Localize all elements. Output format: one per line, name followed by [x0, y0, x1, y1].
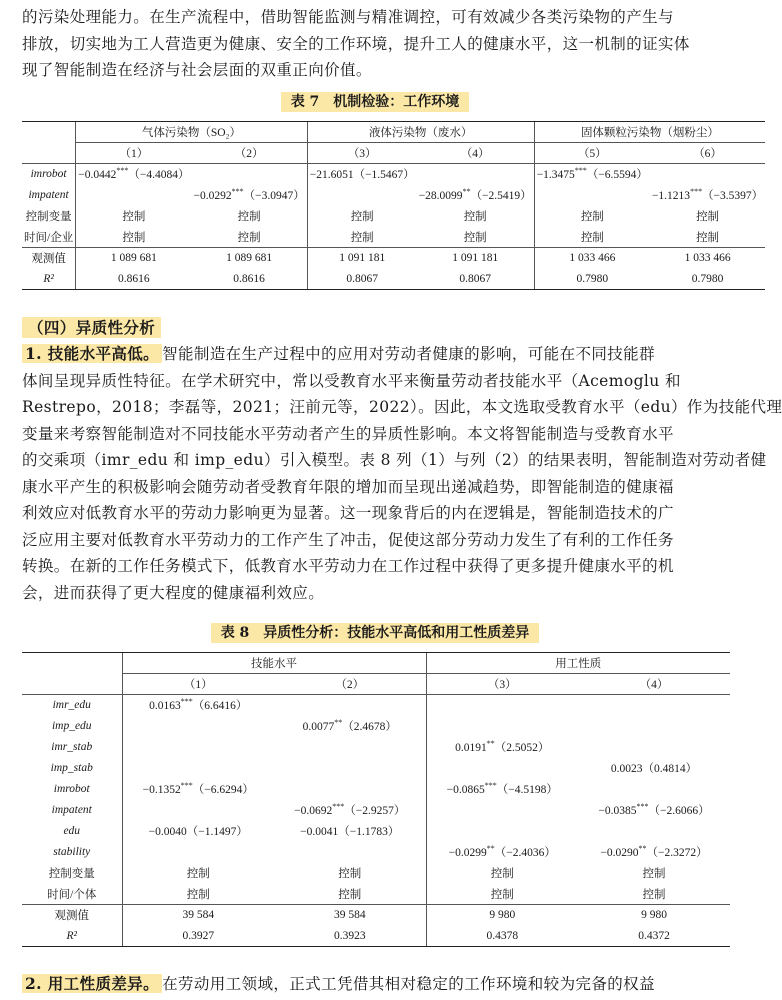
text-line [22, 368, 730, 395]
text-line-content: 泛应用主要对低教育水平劳动力的工作产生了冲击，促使这部分劳动力发生了有利的工作任务 [22, 530, 674, 549]
skill-label: 1. 技能水平高低。 [22, 344, 162, 363]
table-row [22, 863, 730, 884]
text-line [22, 57, 730, 84]
table-cell: 控制 [76, 227, 192, 248]
table-cell: 0.4378 [426, 926, 578, 947]
table-row [22, 185, 765, 206]
table7-title: 表 7 机制检验：工作环境 [0, 91, 750, 111]
row-label: imr_edu [22, 695, 122, 716]
column-header: （6） [650, 143, 765, 164]
text-line [22, 31, 730, 58]
table-row [22, 758, 730, 779]
section4-heading-line [22, 315, 730, 342]
column-header: （1） [76, 143, 192, 164]
text-line-content: 智能制造在生产过程中的应用对劳动者健康的影响，可能在不同技能群 [162, 345, 655, 363]
table-cell: 控制 [463, 211, 487, 223]
table-cell: 控制 [426, 863, 578, 884]
table-cell: 控制 [696, 231, 720, 244]
column-header: （2） [274, 674, 426, 695]
table-cell: 控制 [696, 211, 720, 223]
table-cell [578, 737, 730, 758]
skill-paragraph [22, 341, 782, 606]
text-line-content: 的污染处理能力。在生产流程中，借助智能监测与精准调控，可有效减少各类污染物的产生与 [22, 8, 674, 26]
table-cell [274, 695, 426, 716]
table-row [22, 164, 765, 185]
table-cell: 0.4372 [578, 926, 730, 947]
table-cell: 0.3927 [122, 926, 274, 947]
employment-paragraph [22, 971, 730, 998]
table-row [22, 905, 730, 926]
text-line [22, 341, 730, 368]
table-cell: −1.3475***（−6.5594） [534, 164, 650, 185]
table-row [22, 695, 730, 716]
table-row [22, 842, 730, 863]
table-cell [426, 821, 578, 842]
group-header: 用工性质 [426, 653, 730, 674]
column-header: （3） [426, 674, 578, 695]
table-row [22, 926, 730, 947]
text-line-content: Restrepo，2018；李磊等，2021；汪前元等，2022）。因此，本文选取受教育水平（edu）作为技能代理 [22, 398, 782, 416]
text-line-content: 会，进而获得了更大程度的健康福利效应。 [22, 583, 325, 602]
row-label: 观测值 [22, 905, 122, 926]
table-cell [122, 842, 274, 863]
table-cell: 9 980 [578, 905, 730, 926]
table-cell [417, 164, 535, 185]
table-cell [426, 695, 578, 716]
table-cell [578, 821, 730, 842]
text-line-content: 体间呈现异质性特征。在学术研究中，常以受教育水平来衡量劳动者技能水平（Acemoglu 和 [22, 371, 681, 390]
section4-heading: （四）异质性分析 [22, 317, 161, 338]
table-cell [578, 779, 730, 800]
table-row [22, 779, 730, 800]
table-row [22, 248, 765, 269]
table-cell: 9 980 [426, 905, 578, 926]
text-line-content: 转换。在新的工作任务模式下，低教育水平劳动力在工作过程中获得了更多提升健康水平的机 [22, 557, 674, 575]
table-cell [274, 758, 426, 779]
column-header: （3） [307, 143, 416, 164]
table-cell: 0.0077**（2.4678） [302, 718, 397, 733]
table-cell: 0.7980 [534, 269, 650, 290]
table-cell: 1 089 681 [76, 248, 192, 269]
row-label: 观测值 [22, 248, 76, 269]
intro-paragraph [22, 4, 730, 84]
text-line [22, 500, 730, 527]
table-cell: 0.3923 [274, 926, 426, 947]
table-cell: −0.0385***（−2.6066） [598, 802, 710, 817]
table-cell: −0.0865***（−4.5198） [426, 779, 578, 800]
text-line-content: 利效应对低教育水平的劳动力影响更为显著。这一现象背后的内在逻辑是，智能制造技术的广 [22, 504, 674, 522]
table-cell [274, 737, 426, 758]
row-label: impatent [28, 189, 69, 201]
row-label: edu [63, 825, 81, 837]
row-label: R² [22, 926, 122, 947]
table-cell [122, 800, 274, 821]
text-line [22, 421, 730, 448]
table-cell: −0.0292***（−3.0947） [193, 187, 305, 202]
table-cell: 1 091 181 [417, 248, 535, 269]
table-cell [534, 185, 650, 206]
group-header: 液体污染物（废水） [307, 122, 534, 143]
table-cell [578, 716, 730, 737]
table-cell [426, 716, 578, 737]
table-cell: 0.7980 [650, 269, 765, 290]
text-line-content: 排放，切实地为工人营造更为健康、安全的工作环境，提升工人的健康水平，这一机制的证实体 [22, 34, 690, 53]
table-cell [274, 779, 426, 800]
table-row [22, 737, 730, 758]
row-label: imp_stab [50, 762, 93, 774]
column-header: （5） [534, 143, 650, 164]
table-cell [274, 842, 426, 863]
table-cell: 控制 [338, 888, 362, 901]
table-cell: 0.8616 [76, 269, 192, 290]
text-line-content: 现了智能制造在经济与社会层面的双重正向价值。 [22, 61, 372, 79]
row-label: impatent [51, 804, 92, 816]
table-row [22, 269, 765, 290]
table-cell: 控制 [122, 863, 274, 884]
column-header: （4） [578, 674, 730, 695]
table-cell: 控制 [338, 868, 362, 880]
row-label: 控制变量 [25, 211, 72, 223]
row-label: stability [53, 846, 91, 858]
group-header: 气体污染物（SO₂） [76, 122, 308, 143]
text-line [22, 580, 730, 607]
row-label: 控制变量 [48, 868, 95, 880]
row-label: imrobot [53, 783, 90, 795]
table-cell: −28.0099**（−2.5419） [418, 187, 532, 202]
table-cell: 控制 [122, 884, 274, 905]
table-cell [426, 758, 578, 779]
table-cell: 0.0163***（6.6416） [122, 695, 274, 716]
table-row [22, 206, 765, 227]
table8 [22, 652, 730, 947]
table7 [22, 121, 765, 290]
table-cell: 控制 [237, 231, 261, 244]
group-header: 固体颗粒污染物（烟粉尘） [534, 122, 765, 143]
table-cell: 控制 [237, 211, 261, 223]
table-cell [307, 185, 416, 206]
table-cell: −1.1213***（−3.5397） [651, 187, 764, 202]
table-cell: 控制 [426, 884, 578, 905]
table-row [22, 884, 730, 905]
text-line [22, 4, 730, 31]
employment-text: 在劳动用工领域，正式工凭借其相对稳定的工作环境和较为完备的权益 [162, 975, 655, 993]
table-cell: 控制 [307, 227, 416, 248]
table-cell: 0.0023（0.4814） [610, 763, 698, 775]
table-cell: −0.0692***（−2.9257） [294, 802, 406, 817]
table-cell [76, 185, 192, 206]
table-cell: −0.0040（−1.1497） [122, 821, 274, 842]
text-line-content: 的交乘项（imr_edu 和 imp_edu）引入模型。表 8 列（1）与列（2）的结果表明，智能制造对劳动者健 [22, 451, 767, 469]
table-row [22, 227, 765, 248]
table-cell: 控制 [307, 206, 416, 227]
table-cell: 0.8067 [417, 269, 535, 290]
table-cell: 控制 [76, 206, 192, 227]
table-row [22, 821, 730, 842]
table-cell [650, 164, 765, 185]
table-row [22, 716, 730, 737]
text-line [22, 394, 782, 421]
column-header: （2） [191, 143, 307, 164]
table-cell [122, 716, 274, 737]
table-cell [578, 695, 730, 716]
table8-title: 表 8 异质性分析：技能水平高低和用工性质差异 [0, 622, 750, 642]
row-label: 时间/个体 [47, 888, 97, 901]
table-cell: 控制 [534, 206, 650, 227]
column-header: （1） [122, 674, 274, 695]
text-line-content: 康水平产生的积极影响会随劳动者受教育年限的增加而呈现出递减趋势，即智能制造的健康福 [22, 477, 674, 496]
table-cell: −0.0290**（−2.3272） [600, 844, 708, 859]
table-cell: 1 089 681 [191, 248, 307, 269]
table-cell: 控制 [642, 868, 666, 880]
table-cell: 0.0191**（2.5052） [426, 737, 578, 758]
table-cell: −21.6051（−1.5467） [307, 164, 416, 185]
table-cell [426, 800, 578, 821]
table-cell: 0.8067 [307, 269, 416, 290]
row-label: imr_stab [51, 741, 93, 753]
table-cell [122, 737, 274, 758]
table-cell: 1 091 181 [307, 248, 416, 269]
table-cell: −0.1352***（−6.6294） [122, 779, 274, 800]
row-label: imrobot [22, 164, 76, 185]
table-cell [122, 758, 274, 779]
table-cell: 1 033 466 [534, 248, 650, 269]
table-cell: 控制 [642, 888, 666, 901]
text-line [22, 474, 730, 501]
table-cell: 39 584 [274, 905, 426, 926]
table-row [22, 800, 730, 821]
group-header: 技能水平 [122, 653, 426, 674]
column-header: （4） [417, 143, 535, 164]
employment-label: 2. 用工性质差异。 [22, 974, 162, 993]
table-cell: 控制 [463, 231, 487, 244]
text-line-content: 变量来考察智能制造对不同技能水平劳动者产生的异质性影响。本文将智能制造与受教育水平 [22, 424, 674, 443]
table-cell: 1 033 466 [650, 248, 765, 269]
text-line [22, 447, 767, 474]
row-label: R² [22, 269, 76, 290]
table-cell [191, 164, 307, 185]
table-cell: −0.0299**（−2.4036） [426, 842, 578, 863]
table-cell: 控制 [534, 227, 650, 248]
row-label: 时间/企业 [24, 231, 74, 244]
table-cell: 39 584 [122, 905, 274, 926]
row-label: imp_edu [51, 720, 92, 732]
table-cell: −0.0442***（−4.4084） [76, 164, 192, 185]
text-line [22, 553, 730, 580]
table-cell: −0.0041（−1.1783） [300, 826, 400, 838]
text-line [22, 527, 730, 554]
table-cell: 0.8616 [191, 269, 307, 290]
